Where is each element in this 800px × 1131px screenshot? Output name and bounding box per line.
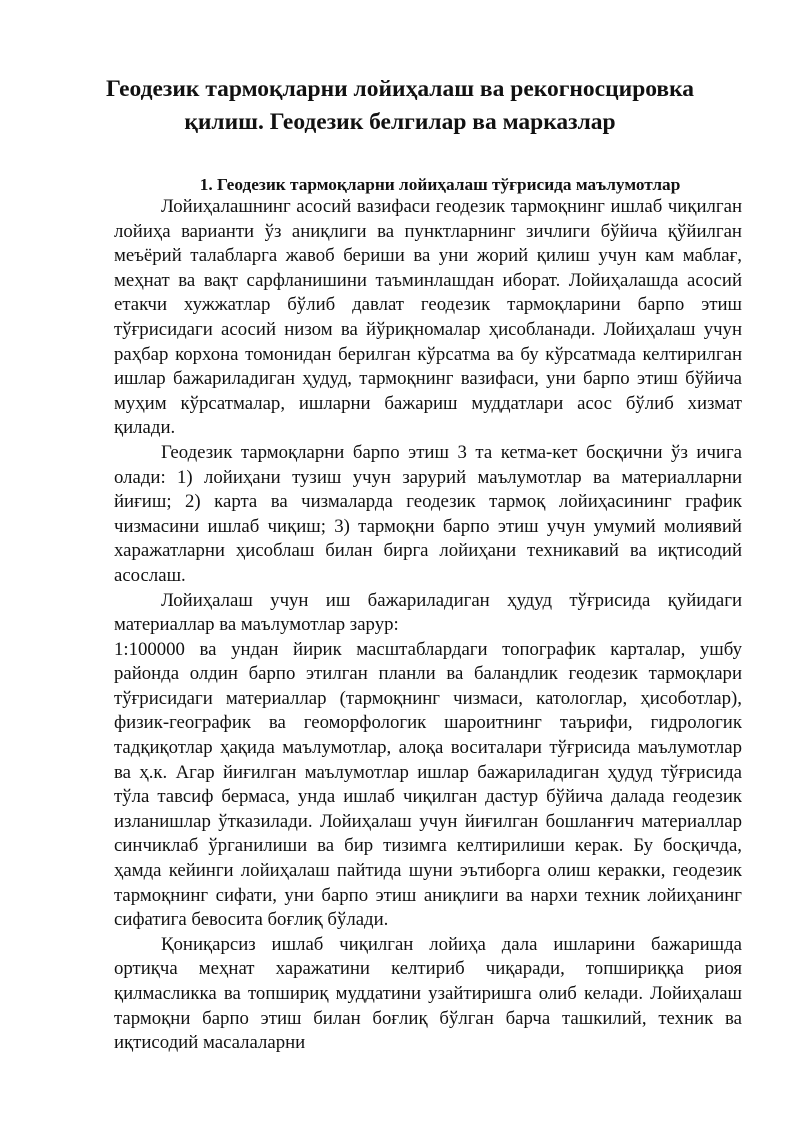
paragraph: 1:100000 ва ундан йирик масштаблардаги топографик карталар, ушбу районда олдин барпо этилган планли ва баландлик геодезик тармоқлари тўғрисидаги материаллар (тармоқнинг чизмаси, катологлар, ҳисоботлар), физик-географик ва геоморфологик шароитнинг таърифи, гидрологик тадқиқотлар ҳақида маълумотлар, алоқа воситалари тўғрисида маълумотлар ва ҳ.к. Агар йиғилган маълумотлар ишлар бажариладиган ҳудуд тўғрисида тўла тавсиф бермаса, унда ишлаб чиқилган дастур бўйича далада геодезик изланишлар ўтказилади. Лойиҳалаш учун йиғилган бошланғич материаллар синчиклаб ўрганилиши ва бир тизимга келтирилиши керак. Бу босқичда, ҳамда кейинги лойиҳалаш пайтида шуни эътиборга олиш керакки, геодезик тармоқнинг сифати, уни барпо этиш аниқлиги ва нархи техник лойиҳанинг сифатига бевосита боғлиқ бўлади.	[114, 638, 742, 931]
paragraph: Қониқарсиз ишлаб чиқилган лойиҳа дала ишларини бажаришда ортиқча меҳнат харажатини келтириб чиқаради, топшириққа риоя қилмасликка ва топшириқ муддатини узайтиришга олиб келади. Лойиҳалаш тармоқни барпо этиш билан боғлиқ бўлган барча ташкилий, техник ва иқтисодий масалаларни	[114, 933, 742, 1054]
body-text	[114, 195, 742, 1056]
paragraph: Геодезик тармоқларни барпо этиш 3 та кетма-кет босқични ўз ичига олади: 1) лойиҳани тузиш учун зарурий маълумотлар ва материалларни йиғиш; 2) карта ва чизмаларда геодезик тармоқ лойиҳасининг график чизмасини ишлаб чиқиш; 3) тармоқни барпо этиш учун умумий молиявий харажатларни ҳисоблаш билан бирга лойиҳани техникавий ва иқтисодий асослаш.	[114, 441, 742, 586]
page-title: Геодезик тармоқларни лойиҳалаш ва рекогносцировка қилиш. Геодезик белгилар ва марказлар	[105, 76, 695, 135]
paragraph: Лойиҳалаш учун иш бажариладиган ҳудуд тўғрисида қуйидаги материаллар ва маълумотлар зарур:	[114, 589, 742, 636]
section-heading: 1. Геодезик тармоқларни лойиҳалаш тўғрисида маълумотлар	[199, 175, 681, 194]
paragraph: Лойиҳалашнинг асосий вазифаси геодезик тармоқнинг ишлаб чиқилган лойиҳа варианти ўз аниқлиги ва пунктларнинг зичлиги бўйича қўйилган меъёрий талабларга жавоб бериши ва уни жорий қилиш учун кам маблағ, меҳнат ва вақт сарфланишини таъминлашдан иборат. Лойиҳалашда асосий етакчи хужжатлар бўлиб давлат геодезик тармоқларини барпо этиш тўғрисидаги асосий низом ва йўриқномалар ҳисобланади. Лойиҳалаш учун раҳбар корхона томонидан берилган кўрсатма ва бу кўрсатмада келтирилган ишлар бажариладиган ҳудуд, тармоқнинг вазифаси, уни барпо этиш бўйича муҳим кўрсатмалар, ишларни бажариш муддатлари асос бўлиб хизмат қилади.	[114, 196, 742, 439]
